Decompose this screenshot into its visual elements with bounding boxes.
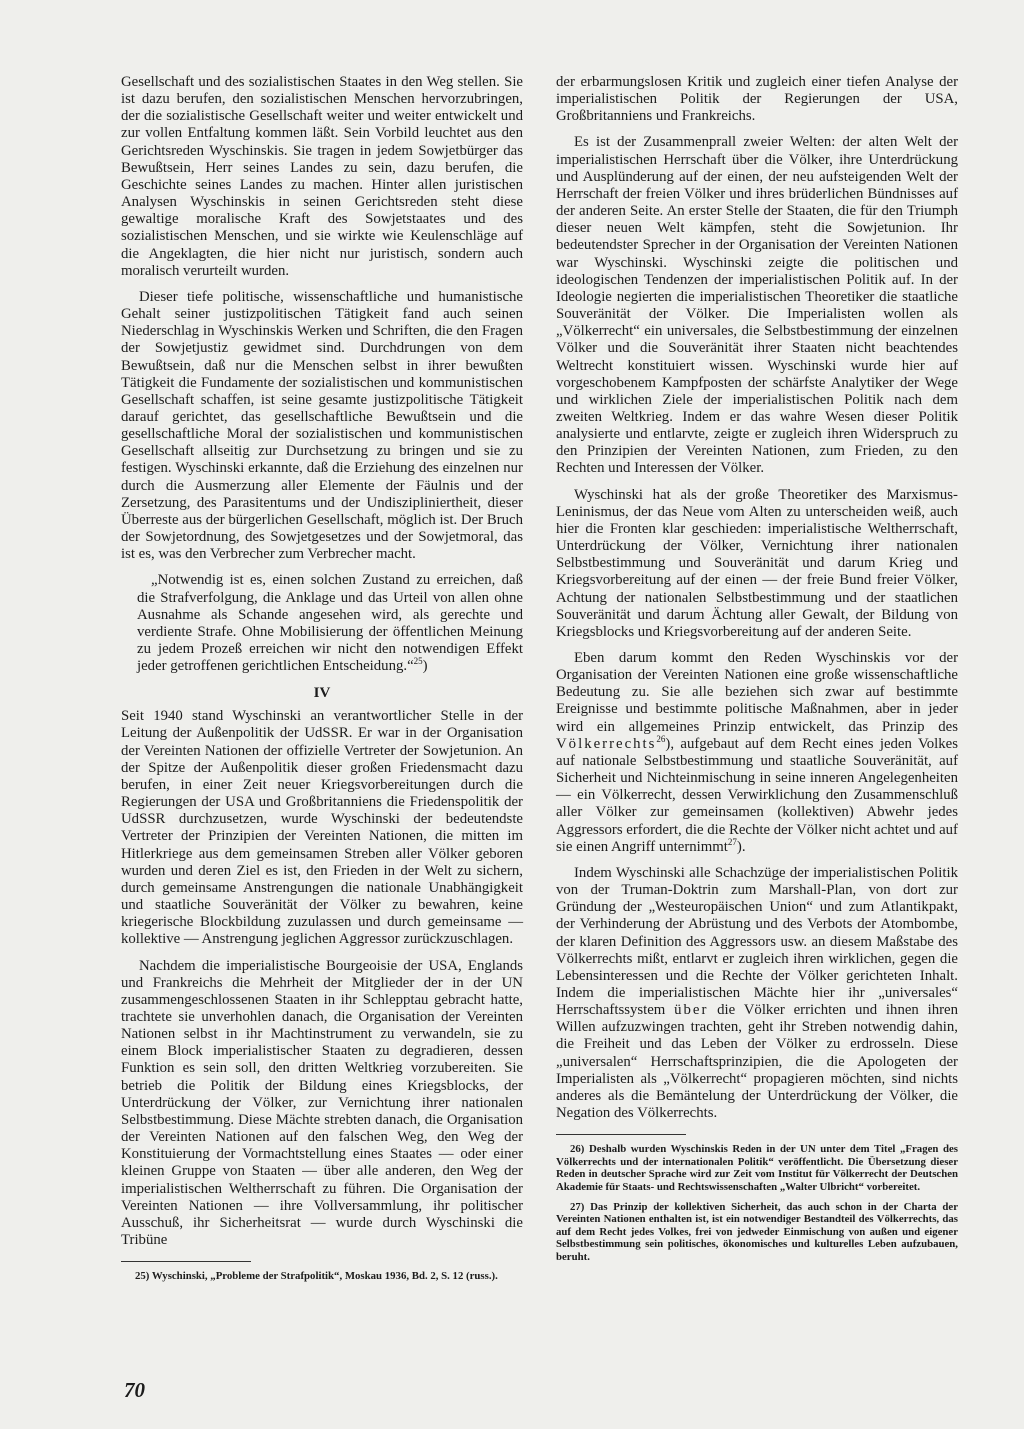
text-run: die Völker errichten und ihnen ihren Willen aufzuzwingen trachten, geht ihr Streben notwendig dahin, die Freiheit und das Leben der Völker zu erdrosseln. Diese „universalen“ Herrschaftsprinzipien, die die Apologeten der Imperialisten als „Völkerrecht“ propagieren möchten, sind nichts anderes als die Bemäntelung der Unterdrückung der Völker, die Negation des Völkerrechts. <box>556 1002 958 1122</box>
paragraph <box>556 865 958 1122</box>
paragraph: Nachdem die imperialistische Bourgeoisie der USA, Englands und Frankreichs die Mehrheit der Mitglieder der in der UN zusammengeschlossenen Staaten in ihr Schlepptau gebracht hatte, trachtete sie unverhohlen danach, die Organisation der Vereinten Nationen selbst in ihr Machtinstrument zu verwandeln, sie zu einem Block imperialistischer Staaten zu degradieren, dessen Funktion es sein soll, den dritten Weltkrieg vorzubereiten. Sie betrieb die Politik der Bildung eines Kriegsblocks, der Unterdrückung der Völker, zur Vernichtung ihrer nationalen Selbstbestimmung. Diese Mächte strebten danach, die Organisation der Vereinten Nationen auf den falschen Weg, den Weg der Konstituierung der Vormachtstellung eines Staates — oder einer kleinen Gruppe von Staaten — über alle anderen, den Weg der imperialistischen Weltherrschaft zu führen. Die Organisation der Vereinten Nationen — ihre Vollversammlung, ihr politischer Ausschuß, ihr Sicherheitsrat — wurde durch Wyschinski die Tribüne <box>121 957 523 1248</box>
footnote-ref: 26 <box>656 733 666 744</box>
footnote-divider <box>121 1261 251 1262</box>
paragraph: Seit 1940 stand Wyschinski an verantwortlicher Stelle in der Leitung der Außenpolitik der UdSSR. Er war in der Organisation der Vereinten Nationen der offizielle Vertreter der Sowjetunion. An der Spitze der Außenpolitik dieser großen Friedensmacht dazu berufen, in einer Zeit neuer Kriegsvorbereitungen durch die Regierungen der USA und Großbritanniens die Friedenspolitik der UdSSR durchzusetzen, wurde Wyschinski der bedeutendste Vertreter der Prinzipien der Vereinten Nationen, die mitten im Hitlerkriege aus dem gemeinsamen Streben aller Völker geboren wurden und deren Ziel es ist, den Frieden in der Welt zu sichern, durch gemeinsame Anstrengungen die nationale Unabhängigkeit und staatliche Souveränität der Völker zu bewahren, keine kriegerische Blockbildung zuzulassen und durch gemeinsame — kollektive — Anstrengung jeglichen Aggressor zurückzuschlagen. <box>121 708 523 948</box>
paragraph: Es ist der Zusammenprall zweier Welten: der alten Welt der imperialistischen Herrschaft über die Völker, ihre Unterdrückung und Ausplünderung auf der einen, der neu aufsteigenden Welt der Herrschaft der freien Völker und ihres brüderlichen Bündnisses auf der anderen Seite. An erster Stelle der Staaten, die für den Triumph dieser neuen Welt kämpfen, steht die Sowjetunion. Ihr bedeutendster Sprecher in der Organisation der Vereinten Nationen war Wyschinski. Wyschinski zeigte die politischen und ideologischen Tendenzen der imperialistischen Politik auf. In der Ideologie negierten die imperialistischen Theoretiker die staatliche Souveränität der Völker. Die Imperialisten wollen als „Völkerrecht“ ein universales, die Selbstbestimmung der einzelnen Völker und die Souveränität ihrer Staaten nicht beachtendes Weltrecht konstituiert wissen. Wyschinski wurde hier auf vorgeschobenem Kampfposten der schärfste Analytiker der Wege und wirklichen Ziele der imperialistischen Politik nach dem zweiten Weltkrieg. Indem er das wahre Wesen dieser Politik analysierte und entlarvte, zeigte er zugleich ihren Widerspruch zu den Prinzipien der Vereinten Nationen, zum Frieden, zu den Rechten und Interessen der Völker. <box>556 134 958 477</box>
paragraph: Wyschinski hat als der große Theoretiker des Marxismus-Leninismus, der das Neue vom Alten zu unterscheiden weiß, auch hier die Fronten klar geschieden: imperialistische Weltherrschaft, Unterdrückung der Völker, Vernichtung ihrer nationalen Selbstbestimmung und Souveränität und darum Krieg und Kriegsvorbereitung auf der einen — der freie Bund freier Völker, Achtung der nationalen Selbstbestimmung und der staatlichen Souveränität und darum Ächtung aller Gewalt, der Bildung von Kriegsblocks und Kriegsvorbereitung auf der anderen Seite. <box>556 486 958 640</box>
text-run: ). <box>736 838 746 855</box>
footnote-ref: 25 <box>413 656 423 667</box>
quote-tail: ) <box>422 658 428 675</box>
left-column <box>121 74 523 1290</box>
quote-text: „Notwendig ist es, einen solchen Zustand zu erreichen, daß die Strafverfolgung, die Anklage und das Urteil von allen ohne Ausnahme als Schande angesehen wird, als gerechte und verdiente Strafe. Ohne Mobilisierung der öffentlichen Meinung zu jedem Prozeß erreichen wir nicht den notwendigen Effekt jeder getroffenen gerichtlichen Entscheidung.“ <box>137 572 523 675</box>
footnote-divider <box>556 1134 686 1135</box>
right-column <box>556 74 958 1271</box>
footnote-ref: 27 <box>727 836 737 847</box>
block-quote <box>137 572 523 675</box>
text-run: Eben darum kommt den Reden Wyschinskis vor der Organisation der Vereinten Nationen eine große wissenschaftliche Bedeutung zu. Sie alle beziehen sich zwar auf bestimmte Ereignisse und bestimmte politische Maßnahmen, aber in jeder wird ein allgemeines Prinzip entwickelt, das Prinzip des <box>556 650 958 735</box>
paragraph: der erbarmungslosen Kritik und zugleich einer tiefen Analyse der imperialistischen Politik der Regierungen der USA, Großbritanniens und Frankreichs. <box>556 74 958 125</box>
footnote: 26) Deshalb wurden Wyschinskis Reden in der UN unter dem Titel „Fragen des Völkerrechts und der internationalen Politik“ veröffentlicht. Die Übersetzung dieser Reden in deutscher Sprache wird zur Zeit vom Institut für Völkerrecht der Deutschen Akademie für Staats- und Rechtswissenschaften „Walter Ulbricht“ vorbereitet. <box>556 1143 958 1193</box>
paragraph <box>556 650 958 856</box>
footnote: 27) Das Prinzip der kollektiven Sicherheit, das auch schon in der Charta der Vereinten Nationen enthalten ist, ist ein notwendiger Bestandteil des Völkerrechts, das auf dem Recht jedes Volkes, frei von jedweder Einmischung von außen und eigener Selbstbestimmung sein politisches, ökonomisches und kulturelles Leben aufzubauen, beruht. <box>556 1200 958 1263</box>
page-number: 70 <box>124 1378 145 1402</box>
section-heading: IV <box>313 685 331 702</box>
spaced-term: Völkerrechts <box>556 735 657 752</box>
spaced-term: über <box>674 1002 709 1019</box>
paragraph: Gesellschaft und des sozialistischen Staates in den Weg stellen. Sie ist dazu berufen, den sozialistischen Menschen hervorzubringen, der die sozialistische Gesellschaft weiter und weiter entwickelt und zur vollen Entfaltung kommen läßt. Sein Vorbild leuchtet aus den Gerichtsreden Wyschinskis. Sie tragen in jedem Sowjetbürger das Bewußtsein, Herr seines Landes zu sein, dazu berufen, die Geschichte seines Landes zu machen. Hinter allen juristischen Analysen Wyschinskis in seinen Gerichtsreden steht diese gewaltige moralische Kraft des Sowjetstaates und des sozialistischen Menschen, und sie wirkte wie Keulenschläge auf die Angeklagten, die hier nicht nur juristisch, sondern auch moralisch verurteilt wurden. <box>121 74 523 279</box>
text-run: Indem Wyschinski alle Schachzüge der imperialistischen Politik von der Truman-Doktrin zum Marshall-Plan, von dort zur Gründung der „Westeuropäischen Union“ und zum Atlantikpakt, der Verhinderung der Abrüstung und des Verbots der Atombombe, der klaren Definition des Aggressors usw. an diesem Maßstabe des Völkerrechts mißt, entlarvt er zugleich ihren wirklichen, gegen die Lebensinteressen und die Rechte der Völker gerichteten Inhalt. Indem die imperialistischen Mächte hier ihr „universales“ Herrschaftssystem <box>556 864 958 1019</box>
footnote: 25) Wyschinski, „Probleme der Strafpolitik“, Moskau 1936, Bd. 2, S. 12 (russ.). <box>135 1270 498 1283</box>
text-run: ), aufgebaut auf dem Recht eines jeden Volkes auf nationale Selbstbestimmung und staatliche Souveränität, auf Sicherheit und Nichteinmischung in seine inneren Angelegenheiten — ein Völkerrecht, dessen Verwirklichung den Zusammenschluß aller Völker zur gemeinsamen (kollektiven) Abwehr jedes Aggressors erfordert, die die Rechte der Völker nicht achtet und auf sie einen Angriff unternimmt <box>556 735 958 855</box>
paragraph: Dieser tiefe politische, wissenschaftliche und humanistische Gehalt seiner justizpolitischen Tätigkeit fand auch seinen Niederschlag in Wyschinskis Werken und Schriften, die den Fragen der Sowjetjustiz gewidmet sind. Durchdrungen von dem Bewußtsein, daß nur die Menschen selbst in ihrer bewußten Tätigkeit die Fundamente der sozialistischen und kommunistischen Gesellschaft schaffen, ist seine gesamte justizpolitische Tätigkeit darauf gerichtet, das gesellschaftliche Bewußtsein und die gesellschaftliche Moral der sozialistischen und kommunistischen Gesellschaft allseitig zur Durchsetzung zu bringen und sie zu festigen. Wyschinski erkannte, daß die Erziehung des einzelnen nur durch die Ausmerzung aller Elemente der Fäulnis und der Zersetzung, des Parasitentums und der Undiszipliniertheit, dieser Überreste aus der bürgerlichen Gesellschaft, möglich ist. Der Bruch der Sowjetordnung, des Sowjetgesetzes und der Sowjetmoral, das ist es, was den Verbrecher zum Verbrecher macht. <box>121 288 523 563</box>
